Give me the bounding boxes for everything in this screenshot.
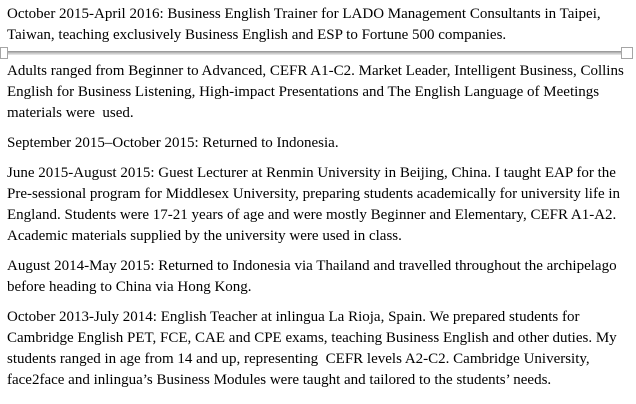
horizontal-rule[interactable] bbox=[0, 47, 636, 59]
hr-line bbox=[2, 51, 628, 55]
paragraph-renmin-university: June 2015-August 2015: Guest Lecturer at Renmin University in Beijing, China. I taught EAP for the Pre-sessional program for Middlesex University, preparing students academically for university life in England. Students were 17-21 years of age and were mostly Beginner and Elementary, CEFR A1-A2. Academic materials supplied by the university were used in class. bbox=[7, 165, 624, 244]
hr-left-handle[interactable] bbox=[0, 47, 8, 59]
paragraph-returned-indonesia-2015: September 2015–October 2015: Returned to Indonesia. bbox=[7, 135, 339, 151]
paragraph-returned-indonesia-2014: August 2014-May 2015: Returned to Indonesia via Thailand and travelled throughout the archipelago before heading to China via Hong Kong. bbox=[7, 258, 621, 295]
paragraph-lado-taipei: October 2015-April 2016: Business English Trainer for LADO Management Consultants in Taipei, Taiwan, teaching exclusively Business English and ESP to Fortune 500 companies. bbox=[7, 6, 605, 43]
paragraph-adults-materials: Adults ranged from Beginner to Advanced, CEFR A1-C2. Market Leader, Intelligent Business, Collins English for Business Listening, High-impact Presentations and The English Language of Meetings materials were used. bbox=[7, 63, 628, 121]
hr-right-handle[interactable] bbox=[621, 47, 633, 59]
paragraph-inlingua-la-rioja: October 2013-July 2014: English Teacher at inlingua La Rioja, Spain. We prepared students for Cambridge English PET, FCE, CAE and CPE exams, teaching Business English and other duties. My students ranged in age from 14 and up, representing CEFR levels A2-C2. Cambridge University, face2face and inlingua’s Business Modules were taught and tailored to the students’ needs. bbox=[7, 309, 621, 388]
